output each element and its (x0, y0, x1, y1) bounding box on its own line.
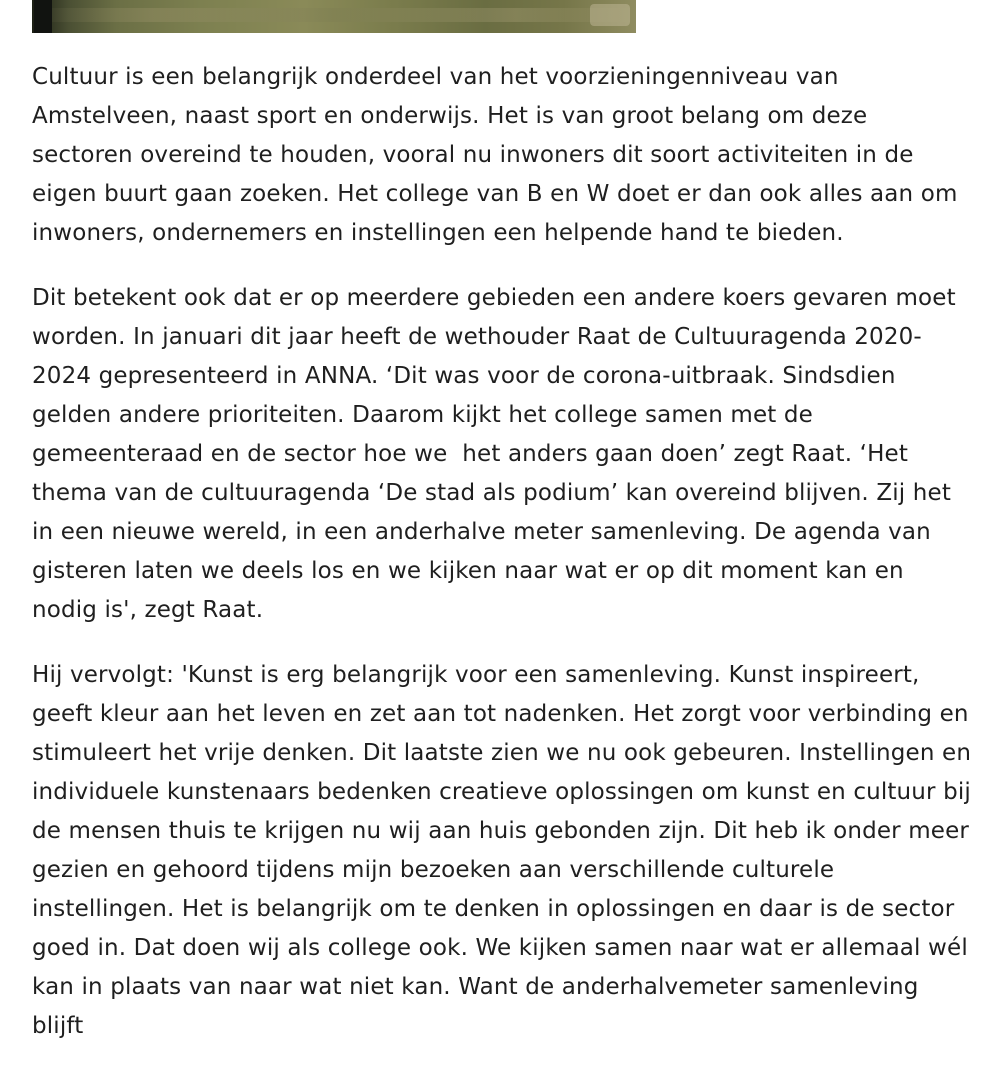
article-paragraph: Dit betekent ook dat er op meerdere gebieden een andere koers gevaren moet worden. In januari dit jaar heeft de wethouder Raat de Cultuuragenda 2020-2024 gepresenteerd in ANNA. ‘Dit was voor de corona-uitbraak. Sindsdien gelden andere prioriteiten. Daarom kijkt het college samen met de gemeenteraad en de sector hoe we het anders gaan doen’ zegt Raat. ‘Het thema van de cultuuragenda ‘De stad als podium’ kan overeind blijven. Zij het in een nieuwe wereld, in een anderhalve meter samenleving. De agenda van gisteren laten we deels los en we kijken naar wat er op dit moment kan en nodig is', zegt Raat. (32, 285, 964, 623)
article-paragraph: Hij vervolgt: 'Kunst is erg belangrijk voor een samenleving. Kunst inspireert, geeft kleur aan het leven en zet aan tot nadenken. Het zorgt voor verbinding en stimuleert het vrije denken. Dit laatste zien we nu ook gebeuren. Instellingen en individuele kunstenaars bedenken creatieve oplossingen om kunst en cultuur bij de mensen thuis te krijgen nu wij aan huis gebonden zijn. Dit heb ik onder meer gezien en gehoord tijdens mijn bezoeken aan verschillende culturele instellingen. Het is belangrijk om te denken in oplossingen en daar is de sector goed in. Dat doen wij als college ook. We kijken samen naar wat er allemaal wél kan in plaats van naar wat niet kan. Want de anderhalvemeter samenleving blijft (32, 662, 979, 1039)
article-header-image (32, 0, 636, 33)
article-body (32, 58, 979, 1072)
article-paragraph: Cultuur is een belangrijk onderdeel van het voorzieningenniveau van Amstelveen, naast sport en onderwijs. Het is van groot belang om deze sectoren overeind te houden, vooral nu inwoners dit soort activiteiten in de eigen buurt gaan zoeken. Het college van B en W doet er dan ook alles aan om inwoners, ondernemers en instellingen een helpende hand te bieden. (32, 64, 965, 246)
